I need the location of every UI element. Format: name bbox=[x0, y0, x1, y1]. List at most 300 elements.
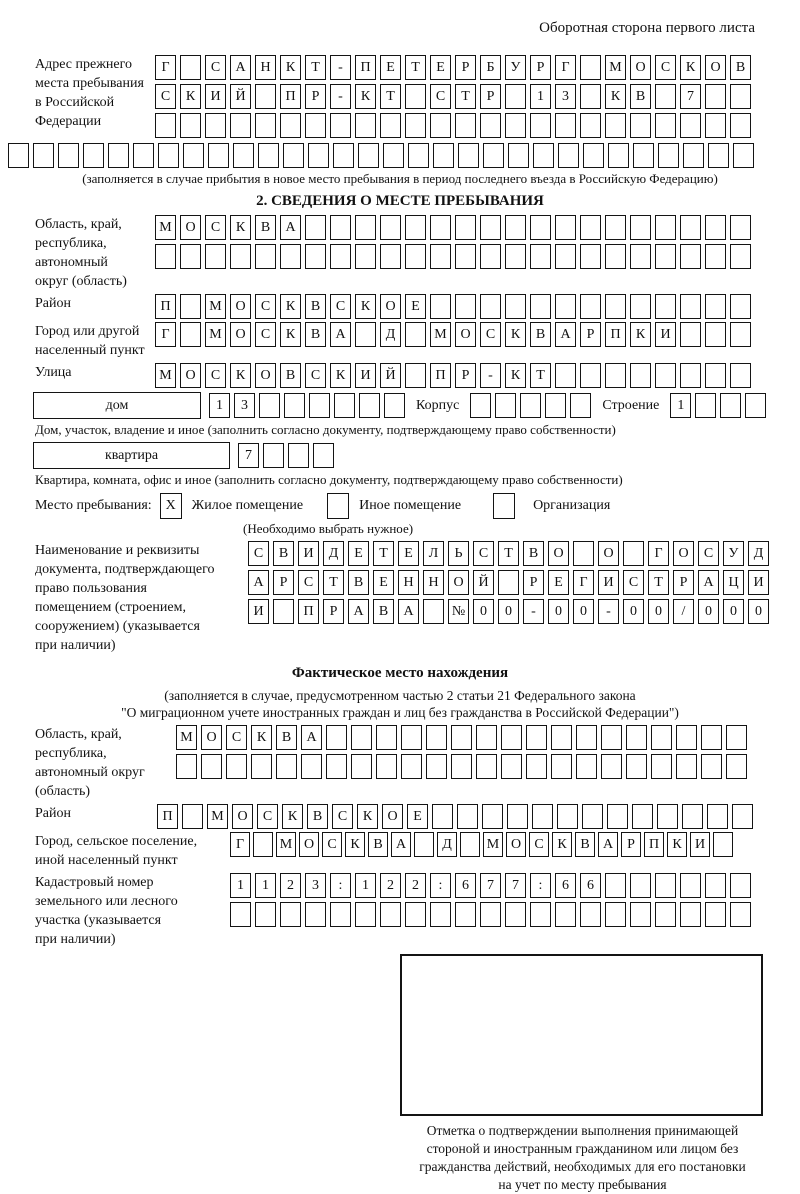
char-box[interactable] bbox=[576, 725, 597, 750]
char-box[interactable]: М bbox=[155, 215, 176, 240]
char-box[interactable] bbox=[705, 294, 726, 319]
char-box[interactable]: К bbox=[280, 322, 301, 347]
char-box[interactable] bbox=[326, 754, 347, 779]
char-box[interactable] bbox=[520, 393, 541, 418]
char-box[interactable] bbox=[573, 541, 594, 566]
char-box[interactable]: П bbox=[355, 55, 376, 80]
char-box[interactable]: 0 bbox=[623, 599, 644, 624]
char-box[interactable] bbox=[305, 215, 326, 240]
char-box[interactable] bbox=[501, 754, 522, 779]
char-box[interactable] bbox=[655, 294, 676, 319]
char-box[interactable]: В bbox=[273, 541, 294, 566]
char-box[interactable] bbox=[730, 902, 751, 927]
char-box[interactable] bbox=[705, 363, 726, 388]
char-box[interactable] bbox=[405, 902, 426, 927]
char-box[interactable] bbox=[455, 902, 476, 927]
char-box[interactable]: С bbox=[322, 832, 342, 857]
char-box[interactable]: 0 bbox=[473, 599, 494, 624]
char-box[interactable]: О bbox=[382, 804, 403, 829]
char-box[interactable] bbox=[308, 143, 329, 168]
char-box[interactable] bbox=[632, 804, 653, 829]
char-box[interactable]: К bbox=[180, 84, 201, 109]
char-box[interactable]: В bbox=[575, 832, 595, 857]
char-box[interactable]: Й bbox=[473, 570, 494, 595]
char-box[interactable] bbox=[626, 754, 647, 779]
char-box[interactable]: И bbox=[690, 832, 710, 857]
char-box[interactable] bbox=[405, 244, 426, 269]
char-box[interactable]: Н bbox=[255, 55, 276, 80]
char-box[interactable] bbox=[255, 244, 276, 269]
char-box[interactable]: А bbox=[598, 832, 618, 857]
char-box[interactable] bbox=[180, 294, 201, 319]
char-box[interactable]: К bbox=[355, 294, 376, 319]
char-box[interactable]: А bbox=[398, 599, 419, 624]
char-box[interactable]: Р bbox=[673, 570, 694, 595]
char-box[interactable]: Л bbox=[423, 541, 444, 566]
char-box[interactable] bbox=[630, 113, 651, 138]
char-box[interactable]: Й bbox=[230, 84, 251, 109]
char-box[interactable]: К bbox=[680, 55, 701, 80]
char-box[interactable] bbox=[309, 393, 330, 418]
char-box[interactable]: 7 bbox=[680, 84, 701, 109]
char-box[interactable] bbox=[255, 84, 276, 109]
char-box[interactable] bbox=[430, 215, 451, 240]
char-box[interactable] bbox=[58, 143, 79, 168]
char-box[interactable] bbox=[380, 113, 401, 138]
char-box[interactable]: О bbox=[299, 832, 319, 857]
char-box[interactable] bbox=[284, 393, 305, 418]
char-box[interactable]: В bbox=[305, 294, 326, 319]
char-box[interactable] bbox=[276, 754, 297, 779]
char-box[interactable] bbox=[558, 143, 579, 168]
char-box[interactable] bbox=[745, 393, 766, 418]
char-box[interactable]: Г bbox=[155, 55, 176, 80]
char-box[interactable]: В bbox=[368, 832, 388, 857]
char-box[interactable] bbox=[730, 363, 751, 388]
char-box[interactable] bbox=[730, 244, 751, 269]
char-box[interactable] bbox=[555, 363, 576, 388]
char-box[interactable]: Т bbox=[380, 84, 401, 109]
char-box[interactable]: М bbox=[276, 832, 296, 857]
char-box[interactable] bbox=[526, 754, 547, 779]
char-box[interactable] bbox=[580, 55, 601, 80]
char-box[interactable]: - bbox=[598, 599, 619, 624]
char-box[interactable] bbox=[426, 725, 447, 750]
char-box[interactable]: К bbox=[282, 804, 303, 829]
char-box[interactable]: Т bbox=[405, 55, 426, 80]
char-box[interactable]: Е bbox=[548, 570, 569, 595]
char-box[interactable] bbox=[313, 443, 334, 468]
char-box[interactable]: К bbox=[251, 725, 272, 750]
char-box[interactable]: О bbox=[630, 55, 651, 80]
char-box[interactable]: К bbox=[355, 84, 376, 109]
char-box[interactable] bbox=[480, 113, 501, 138]
char-box[interactable] bbox=[255, 902, 276, 927]
char-box[interactable] bbox=[288, 443, 309, 468]
char-box[interactable]: О bbox=[230, 294, 251, 319]
char-box[interactable]: № bbox=[448, 599, 469, 624]
char-box[interactable] bbox=[545, 393, 566, 418]
char-box[interactable] bbox=[355, 215, 376, 240]
char-box[interactable]: В bbox=[307, 804, 328, 829]
char-box[interactable]: 7 bbox=[505, 873, 526, 898]
char-box[interactable]: В bbox=[348, 570, 369, 595]
char-box[interactable] bbox=[226, 754, 247, 779]
char-box[interactable] bbox=[630, 902, 651, 927]
char-box[interactable]: Е bbox=[380, 55, 401, 80]
char-box[interactable]: 6 bbox=[555, 873, 576, 898]
char-box[interactable] bbox=[570, 393, 591, 418]
char-box[interactable]: В bbox=[255, 215, 276, 240]
char-box[interactable] bbox=[359, 393, 380, 418]
char-box[interactable]: О bbox=[455, 322, 476, 347]
char-box[interactable] bbox=[730, 873, 751, 898]
char-box[interactable]: С bbox=[430, 84, 451, 109]
char-box[interactable]: П bbox=[157, 804, 178, 829]
char-box[interactable] bbox=[180, 244, 201, 269]
char-box[interactable] bbox=[551, 725, 572, 750]
char-box[interactable]: О bbox=[548, 541, 569, 566]
char-box[interactable] bbox=[483, 143, 504, 168]
char-box[interactable]: М bbox=[176, 725, 197, 750]
char-box[interactable]: 0 bbox=[548, 599, 569, 624]
char-box[interactable] bbox=[730, 322, 751, 347]
char-box[interactable] bbox=[701, 725, 722, 750]
char-box[interactable]: 6 bbox=[580, 873, 601, 898]
char-box[interactable] bbox=[8, 143, 29, 168]
char-box[interactable] bbox=[580, 363, 601, 388]
char-box[interactable] bbox=[655, 215, 676, 240]
char-box[interactable] bbox=[630, 294, 651, 319]
char-box[interactable]: Н bbox=[398, 570, 419, 595]
char-box[interactable] bbox=[676, 725, 697, 750]
char-box[interactable] bbox=[182, 804, 203, 829]
char-box[interactable]: О bbox=[673, 541, 694, 566]
char-box[interactable]: К bbox=[357, 804, 378, 829]
char-box[interactable] bbox=[376, 754, 397, 779]
char-box[interactable]: Е bbox=[430, 55, 451, 80]
char-box[interactable] bbox=[408, 143, 429, 168]
char-box[interactable] bbox=[730, 215, 751, 240]
char-box[interactable] bbox=[557, 804, 578, 829]
char-box[interactable] bbox=[233, 143, 254, 168]
char-box[interactable] bbox=[380, 902, 401, 927]
char-box[interactable]: А bbox=[301, 725, 322, 750]
char-box[interactable]: С bbox=[248, 541, 269, 566]
char-box[interactable]: И bbox=[598, 570, 619, 595]
char-box[interactable]: А bbox=[555, 322, 576, 347]
char-box[interactable] bbox=[705, 244, 726, 269]
char-box[interactable]: 2 bbox=[280, 873, 301, 898]
char-box[interactable]: Р bbox=[480, 84, 501, 109]
char-box[interactable] bbox=[576, 754, 597, 779]
char-box[interactable]: Р bbox=[455, 363, 476, 388]
char-box[interactable]: И bbox=[355, 363, 376, 388]
char-box[interactable]: - bbox=[330, 55, 351, 80]
char-box[interactable] bbox=[655, 873, 676, 898]
char-box[interactable] bbox=[201, 754, 222, 779]
char-box[interactable]: С bbox=[255, 322, 276, 347]
char-box[interactable] bbox=[495, 393, 516, 418]
char-box[interactable] bbox=[605, 363, 626, 388]
char-box[interactable] bbox=[405, 113, 426, 138]
char-box[interactable]: В bbox=[280, 363, 301, 388]
char-box[interactable]: С bbox=[205, 55, 226, 80]
char-box[interactable] bbox=[607, 804, 628, 829]
char-box[interactable]: К bbox=[230, 215, 251, 240]
char-box[interactable]: П bbox=[155, 294, 176, 319]
char-box[interactable] bbox=[476, 725, 497, 750]
char-box[interactable] bbox=[501, 725, 522, 750]
char-box[interactable] bbox=[430, 902, 451, 927]
char-box[interactable]: И bbox=[248, 599, 269, 624]
char-box[interactable]: В bbox=[530, 322, 551, 347]
char-box[interactable]: С bbox=[205, 215, 226, 240]
char-box[interactable]: 3 bbox=[305, 873, 326, 898]
char-box[interactable] bbox=[470, 393, 491, 418]
char-box[interactable] bbox=[705, 113, 726, 138]
char-box[interactable]: 0 bbox=[648, 599, 669, 624]
char-box[interactable] bbox=[505, 113, 526, 138]
char-box[interactable] bbox=[258, 143, 279, 168]
checkbox-zhiloe-pomeshchenie[interactable]: X bbox=[160, 493, 182, 519]
char-box[interactable] bbox=[253, 832, 273, 857]
char-box[interactable]: П bbox=[430, 363, 451, 388]
char-box[interactable]: 0 bbox=[748, 599, 769, 624]
char-box[interactable] bbox=[305, 113, 326, 138]
char-box[interactable] bbox=[305, 902, 326, 927]
char-box[interactable] bbox=[405, 363, 426, 388]
char-box[interactable]: О bbox=[232, 804, 253, 829]
char-box[interactable]: Ц bbox=[723, 570, 744, 595]
char-box[interactable]: И bbox=[298, 541, 319, 566]
char-box[interactable] bbox=[330, 113, 351, 138]
char-box[interactable]: А bbox=[230, 55, 251, 80]
char-box[interactable] bbox=[605, 294, 626, 319]
char-box[interactable]: Р bbox=[273, 570, 294, 595]
char-box[interactable] bbox=[720, 393, 741, 418]
char-box[interactable] bbox=[680, 215, 701, 240]
char-box[interactable] bbox=[505, 84, 526, 109]
char-box[interactable] bbox=[460, 832, 480, 857]
char-box[interactable] bbox=[334, 393, 355, 418]
char-box[interactable] bbox=[583, 143, 604, 168]
char-box[interactable]: С bbox=[473, 541, 494, 566]
char-box[interactable] bbox=[580, 215, 601, 240]
char-box[interactable]: : bbox=[330, 873, 351, 898]
char-box[interactable]: К bbox=[630, 322, 651, 347]
char-box[interactable]: 1 bbox=[355, 873, 376, 898]
char-box[interactable] bbox=[351, 754, 372, 779]
char-box[interactable]: Н bbox=[423, 570, 444, 595]
char-box[interactable]: В bbox=[730, 55, 751, 80]
char-box[interactable]: Е bbox=[373, 570, 394, 595]
char-box[interactable]: А bbox=[280, 215, 301, 240]
char-box[interactable] bbox=[430, 113, 451, 138]
char-box[interactable] bbox=[655, 113, 676, 138]
char-box[interactable]: М bbox=[430, 322, 451, 347]
char-box[interactable]: Т bbox=[323, 570, 344, 595]
char-box[interactable] bbox=[608, 143, 629, 168]
char-box[interactable] bbox=[733, 143, 754, 168]
char-box[interactable] bbox=[455, 294, 476, 319]
char-box[interactable]: С bbox=[226, 725, 247, 750]
char-box[interactable] bbox=[580, 902, 601, 927]
char-box[interactable]: И bbox=[655, 322, 676, 347]
char-box[interactable]: М bbox=[205, 294, 226, 319]
char-box[interactable] bbox=[263, 443, 284, 468]
char-box[interactable]: К bbox=[345, 832, 365, 857]
char-box[interactable] bbox=[208, 143, 229, 168]
char-box[interactable] bbox=[505, 902, 526, 927]
char-box[interactable]: А bbox=[248, 570, 269, 595]
char-box[interactable] bbox=[658, 143, 679, 168]
char-box[interactable] bbox=[580, 244, 601, 269]
char-box[interactable] bbox=[180, 113, 201, 138]
char-box[interactable]: 1 bbox=[530, 84, 551, 109]
char-box[interactable] bbox=[405, 84, 426, 109]
char-box[interactable]: Г bbox=[155, 322, 176, 347]
char-box[interactable] bbox=[601, 725, 622, 750]
char-box[interactable] bbox=[482, 804, 503, 829]
char-box[interactable] bbox=[651, 725, 672, 750]
char-box[interactable]: Д bbox=[380, 322, 401, 347]
char-box[interactable] bbox=[405, 322, 426, 347]
char-box[interactable]: О bbox=[230, 322, 251, 347]
char-box[interactable]: К bbox=[230, 363, 251, 388]
char-box[interactable] bbox=[680, 294, 701, 319]
char-box[interactable]: В bbox=[373, 599, 394, 624]
char-box[interactable]: К bbox=[552, 832, 572, 857]
char-box[interactable]: К bbox=[505, 322, 526, 347]
char-box[interactable]: С bbox=[529, 832, 549, 857]
char-box[interactable] bbox=[133, 143, 154, 168]
char-box[interactable] bbox=[508, 143, 529, 168]
char-box[interactable] bbox=[655, 902, 676, 927]
char-box[interactable] bbox=[530, 215, 551, 240]
char-box[interactable] bbox=[430, 244, 451, 269]
char-box[interactable]: С bbox=[298, 570, 319, 595]
char-box[interactable] bbox=[355, 113, 376, 138]
char-box[interactable]: : bbox=[430, 873, 451, 898]
char-box[interactable] bbox=[183, 143, 204, 168]
char-box[interactable] bbox=[355, 322, 376, 347]
char-box[interactable] bbox=[680, 113, 701, 138]
char-box[interactable] bbox=[651, 754, 672, 779]
char-box[interactable] bbox=[580, 84, 601, 109]
char-box[interactable] bbox=[458, 143, 479, 168]
char-box[interactable]: Е bbox=[405, 294, 426, 319]
char-box[interactable] bbox=[480, 244, 501, 269]
char-box[interactable]: С bbox=[330, 294, 351, 319]
char-box[interactable]: В bbox=[630, 84, 651, 109]
char-box[interactable]: И bbox=[205, 84, 226, 109]
char-box[interactable]: Д bbox=[748, 541, 769, 566]
char-box[interactable] bbox=[705, 902, 726, 927]
char-box[interactable] bbox=[626, 725, 647, 750]
char-box[interactable]: М bbox=[207, 804, 228, 829]
char-box[interactable] bbox=[405, 215, 426, 240]
char-box[interactable] bbox=[351, 725, 372, 750]
char-box[interactable] bbox=[726, 725, 747, 750]
char-box[interactable] bbox=[301, 754, 322, 779]
char-box[interactable]: В bbox=[523, 541, 544, 566]
char-box[interactable]: Т bbox=[648, 570, 669, 595]
char-box[interactable]: 2 bbox=[380, 873, 401, 898]
char-box[interactable] bbox=[255, 113, 276, 138]
char-box[interactable] bbox=[701, 754, 722, 779]
char-box[interactable]: И bbox=[748, 570, 769, 595]
char-box[interactable] bbox=[730, 294, 751, 319]
char-box[interactable] bbox=[476, 754, 497, 779]
char-box[interactable]: Ь bbox=[448, 541, 469, 566]
char-box[interactable] bbox=[451, 754, 472, 779]
char-box[interactable] bbox=[726, 754, 747, 779]
char-box[interactable]: С bbox=[205, 363, 226, 388]
char-box[interactable]: Г bbox=[573, 570, 594, 595]
char-box[interactable]: Р bbox=[523, 570, 544, 595]
char-box[interactable] bbox=[432, 804, 453, 829]
char-box[interactable]: Т bbox=[373, 541, 394, 566]
char-box[interactable] bbox=[551, 754, 572, 779]
char-box[interactable] bbox=[533, 143, 554, 168]
char-box[interactable] bbox=[530, 113, 551, 138]
char-box[interactable]: О bbox=[201, 725, 222, 750]
char-box[interactable]: О bbox=[180, 215, 201, 240]
char-box[interactable]: К bbox=[667, 832, 687, 857]
char-box[interactable]: А bbox=[330, 322, 351, 347]
char-box[interactable] bbox=[383, 143, 404, 168]
char-box[interactable] bbox=[251, 754, 272, 779]
char-box[interactable] bbox=[423, 599, 444, 624]
char-box[interactable] bbox=[180, 55, 201, 80]
char-box[interactable] bbox=[680, 322, 701, 347]
char-box[interactable]: О bbox=[598, 541, 619, 566]
char-box[interactable] bbox=[455, 113, 476, 138]
char-box[interactable]: 0 bbox=[698, 599, 719, 624]
char-box[interactable] bbox=[532, 804, 553, 829]
char-box[interactable]: Р bbox=[530, 55, 551, 80]
char-box[interactable] bbox=[580, 294, 601, 319]
char-box[interactable] bbox=[582, 804, 603, 829]
char-box[interactable] bbox=[358, 143, 379, 168]
char-box[interactable] bbox=[457, 804, 478, 829]
char-box[interactable] bbox=[580, 113, 601, 138]
char-box[interactable] bbox=[280, 113, 301, 138]
char-box[interactable] bbox=[384, 393, 405, 418]
char-box[interactable]: К bbox=[330, 363, 351, 388]
char-box[interactable] bbox=[326, 725, 347, 750]
char-box[interactable]: О bbox=[180, 363, 201, 388]
char-box[interactable]: В bbox=[276, 725, 297, 750]
char-box[interactable] bbox=[498, 570, 519, 595]
char-box[interactable]: М bbox=[205, 322, 226, 347]
char-box[interactable] bbox=[259, 393, 280, 418]
char-box[interactable] bbox=[283, 143, 304, 168]
char-box[interactable] bbox=[401, 725, 422, 750]
checkbox-organizatsiya[interactable] bbox=[493, 493, 515, 519]
char-box[interactable]: 2 bbox=[405, 873, 426, 898]
char-box[interactable]: Р bbox=[323, 599, 344, 624]
char-box[interactable]: С bbox=[480, 322, 501, 347]
char-box[interactable] bbox=[505, 294, 526, 319]
char-box[interactable]: К bbox=[280, 55, 301, 80]
char-box[interactable] bbox=[205, 113, 226, 138]
char-box[interactable] bbox=[623, 541, 644, 566]
char-box[interactable]: Й bbox=[380, 363, 401, 388]
char-box[interactable]: Р bbox=[621, 832, 641, 857]
char-box[interactable]: 3 bbox=[234, 393, 255, 418]
